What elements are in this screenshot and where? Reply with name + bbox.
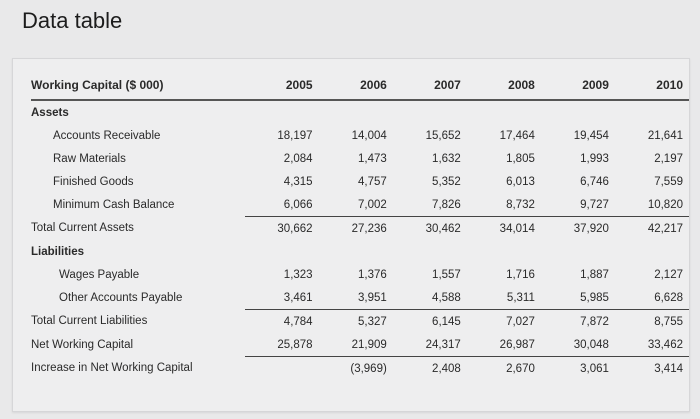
table-cell: 5,311 [467, 286, 541, 310]
table-cell: 3,461 [245, 286, 319, 310]
table-cell: 27,236 [351, 222, 387, 235]
table-cell: 3,061 [580, 362, 609, 375]
table-cell: 17,464 [499, 129, 535, 142]
table-cell: 1,323 [283, 268, 313, 281]
table-cell: 8,732 [467, 193, 541, 217]
table-cell: 30,662 [277, 222, 313, 235]
table-cell: 21,641 [647, 129, 683, 142]
table-cell: 3,951 [319, 286, 393, 310]
table-cell: 1,993 [580, 152, 609, 165]
table-cell: 3,414 [654, 362, 683, 375]
table-cell: 21,909 [319, 333, 393, 357]
section-row-liabilities [31, 240, 689, 263]
year-header: 2006 [319, 71, 393, 100]
section-row-assets [31, 100, 689, 124]
table-cell: 42,217 [647, 222, 683, 235]
table-cell: 8,755 [654, 315, 683, 328]
table-row-total-current-assets [31, 217, 689, 241]
table-cell: 25,878 [245, 333, 319, 357]
table-cell: 1,805 [506, 152, 535, 165]
table-cell: 7,027 [506, 315, 535, 328]
table-cell: 2,408 [432, 362, 461, 375]
table-cell: 1,473 [358, 152, 387, 165]
table-cell: 24,317 [393, 333, 467, 357]
data-table-card [12, 58, 690, 412]
row-label: Raw Materials [53, 152, 126, 165]
table-cell: 30,048 [541, 333, 615, 357]
row-label: Other Accounts Payable [59, 291, 183, 304]
table-row-net-working-capital [31, 333, 689, 357]
row-label: Increase in Net Working Capital [31, 362, 193, 375]
table-cell: 4,315 [283, 175, 313, 188]
working-capital-table [31, 71, 689, 380]
year-header: 2005 [245, 71, 319, 100]
section-label-liabilities: Liabilities [31, 245, 85, 258]
table-header-row [31, 71, 689, 100]
table-cell: 6,628 [615, 286, 689, 310]
table-cell: 19,454 [573, 129, 609, 142]
row-label: Minimum Cash Balance [53, 198, 175, 211]
table-cell: 15,652 [425, 129, 461, 142]
table-cell: 7,826 [393, 193, 467, 217]
table-row [31, 147, 689, 170]
table-cell: 34,014 [499, 222, 535, 235]
table-cell [245, 357, 319, 381]
table-cell: 2,127 [654, 268, 683, 281]
table-cell: 1,376 [358, 268, 387, 281]
year-header: 2008 [467, 71, 541, 100]
table-cell: 18,197 [277, 129, 313, 142]
table-cell: 5,985 [541, 286, 615, 310]
table-cell: 6,013 [506, 175, 535, 188]
table-cell: 30,462 [425, 222, 461, 235]
table-cell: 14,004 [351, 129, 387, 142]
table-row [31, 124, 689, 147]
table-cell: 7,002 [319, 193, 393, 217]
table-cell: 9,727 [541, 193, 615, 217]
table-cell: 10,820 [615, 193, 689, 217]
table-row [31, 286, 689, 310]
year-header: 2007 [393, 71, 467, 100]
table-cell: 7,872 [580, 315, 609, 328]
row-label: Accounts Receivable [53, 129, 161, 142]
table-cell: 4,784 [283, 315, 313, 328]
table-cell: 6,746 [580, 175, 609, 188]
table-cell: 26,987 [467, 333, 541, 357]
table-row [31, 193, 689, 217]
row-label: Wages Payable [59, 268, 140, 281]
table-cell: 1,887 [580, 268, 609, 281]
table-cell: 1,632 [432, 152, 461, 165]
table-cell: 1,716 [506, 268, 535, 281]
year-header: 2010 [615, 71, 689, 100]
table-row-total-current-liabilities [31, 310, 689, 334]
row-label: Total Current Assets [31, 222, 134, 235]
table-row [31, 170, 689, 193]
table-cell: 4,757 [358, 175, 387, 188]
table-header-label: Working Capital ($ 000) [31, 71, 245, 100]
table-cell: 5,327 [358, 315, 387, 328]
table-cell: 5,352 [432, 175, 461, 188]
table-cell: (3,969) [350, 362, 387, 375]
row-label: Total Current Liabilities [31, 315, 148, 328]
table-cell: 33,462 [615, 333, 689, 357]
table-cell: 6,066 [245, 193, 319, 217]
row-label: Net Working Capital [31, 338, 134, 351]
row-label: Finished Goods [53, 175, 134, 188]
table-cell: 7,559 [654, 175, 683, 188]
table-cell: 4,588 [393, 286, 467, 310]
dialog-title: Data table [22, 8, 123, 33]
section-label-assets: Assets [31, 106, 69, 119]
table-row-increase-nwc [31, 357, 689, 381]
table-row [31, 263, 689, 286]
table-cell: 2,197 [654, 152, 683, 165]
year-header: 2009 [541, 71, 615, 100]
table-cell: 2,670 [506, 362, 535, 375]
table-cell: 1,557 [432, 268, 461, 281]
table-cell: 2,084 [283, 152, 313, 165]
table-cell: 37,920 [573, 222, 609, 235]
table-cell: 6,145 [432, 315, 461, 328]
